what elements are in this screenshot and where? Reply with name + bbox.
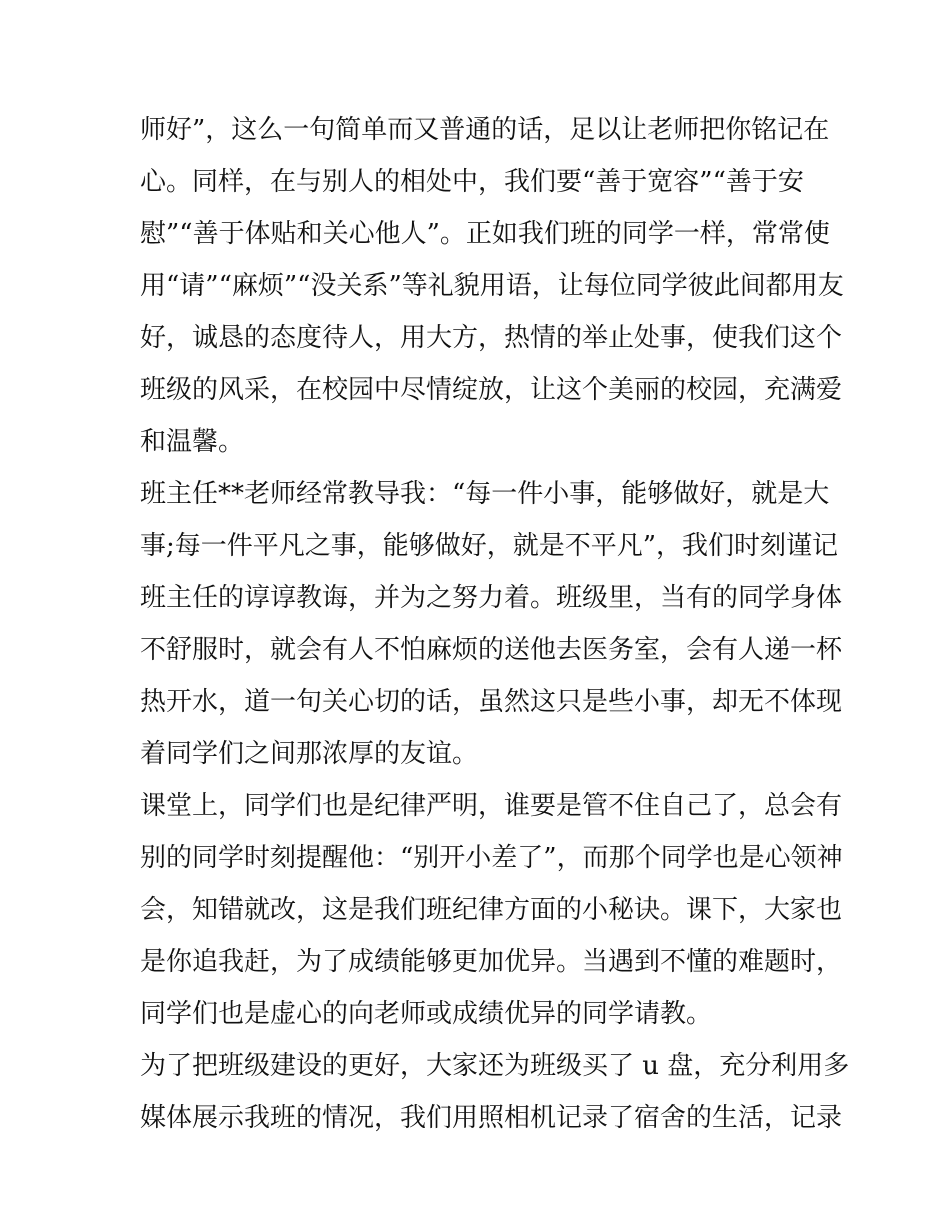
text-line: 课堂上，同学们也是纪律严明，谁要是管不住自己了，总会有: [140, 791, 843, 821]
text-line: 师好”，这么一句简单而又普通的话，足以让老师把你铭记在: [140, 115, 830, 145]
text-line: 为了把班级建设的更好，大家还为班级买了 u 盘，充分利用多: [140, 1051, 850, 1081]
text-line: 班级的风采，在校园中尽情绽放，让这个美丽的校园，充满爱: [140, 375, 843, 405]
text-line: 不舒服时，就会有人不怕麻烦的送他去医务室，会有人递一杯: [140, 635, 843, 665]
text-line: 是你追我赶，为了成绩能够更加优异。当遇到不懂的难题时，: [140, 947, 843, 977]
text-line: 会，知错就改，这是我们班纪律方面的小秘诀。课下，大家也: [140, 895, 843, 925]
text-line: 慰”“善于体贴和关心他人”。正如我们班的同学一样，常常使: [140, 219, 830, 249]
text-line: 心。同样，在与别人的相处中，我们要“善于宽容”“善于安: [140, 167, 804, 197]
text-line: 别的同学时刻提醒他：“别开小差了”，而那个同学也是心领神: [140, 843, 843, 873]
text-line: 用“请”“麻烦”“没关系”等礼貌用语，让每位同学彼此间都用友: [140, 271, 844, 301]
text-line: 和温馨。: [140, 427, 245, 457]
text-line: 热开水，道一句关心切的话，虽然这只是些小事，却无不体现: [140, 687, 843, 717]
text-line: 同学们也是虚心的向老师或成绩优异的同学请教。: [140, 999, 713, 1029]
text-line: 媒体展示我班的情况，我们用照相机记录了宿舍的生活，记录: [140, 1103, 843, 1133]
text-line: 着同学们之间那浓厚的友谊。: [140, 739, 479, 769]
text-line: 好，诚恳的态度待人，用大方，热情的举止处事，使我们这个: [140, 323, 843, 353]
text-line: 班主任**老师经常教导我：“每一件小事，能够做好，就是大: [140, 479, 830, 509]
text-line: 事;每一件平凡之事，能够做好，就是不平凡”，我们时刻谨记: [140, 531, 839, 561]
text-line: 班主任的谆谆教诲，并为之努力着。班级里，当有的同学身体: [140, 583, 843, 613]
